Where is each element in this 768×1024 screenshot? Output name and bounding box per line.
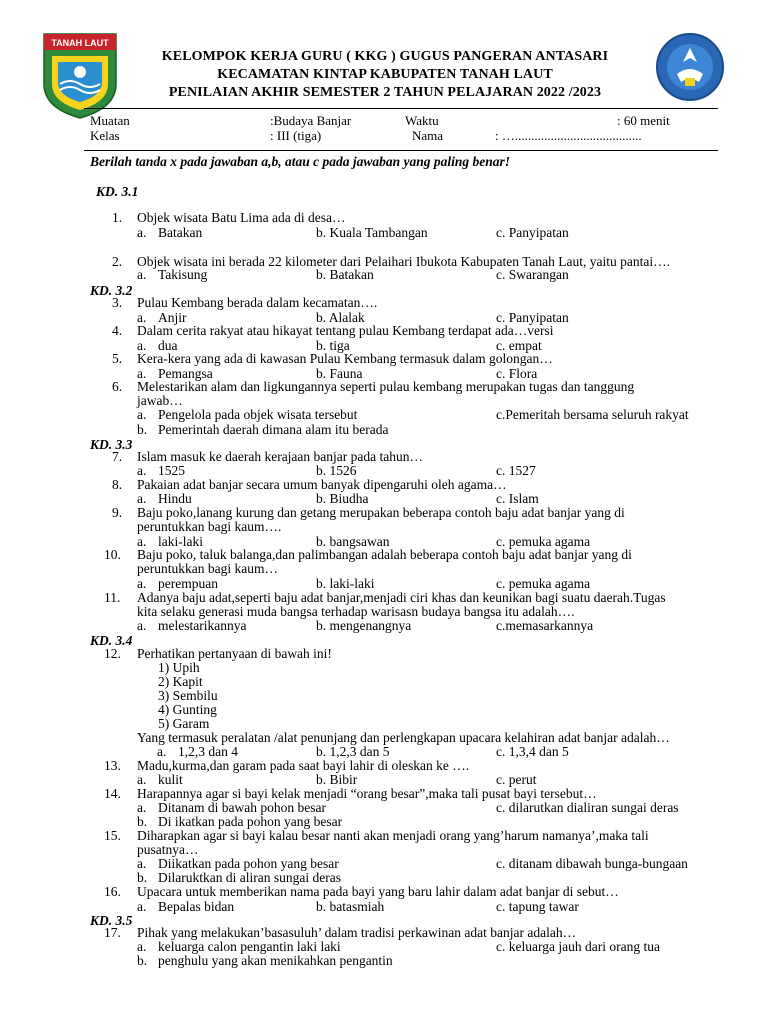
question-number: 9. [112,505,123,520]
question-number: 8. [112,477,123,492]
option-a[interactable]: perempuan [158,576,218,591]
question-text-cont: peruntukkan bagi kaum…. [137,519,282,534]
tut-wuri-handayani-logo [655,32,725,102]
question-text-cont: pusatnya… [137,842,199,857]
option-c[interactable]: c.memasarkannya [496,618,594,633]
logo-text: TANAH LAUT [51,38,109,48]
muatan-value: :Budaya Banjar [270,113,352,128]
kd-heading: KD. 3.1 [96,184,139,199]
option-c[interactable]: c. dilarutkan dialiran sungai deras [496,800,679,815]
option-a-label[interactable]: a. [137,407,147,422]
question-number: 2. [112,254,123,269]
option-a-label[interactable]: a. [137,534,147,549]
option-b[interactable]: b. Batakan [316,267,374,282]
option-a-label[interactable]: a. [137,899,147,914]
question-number: 16. [104,884,121,899]
kelas-value: : III (tiga) [270,128,322,143]
option-a[interactable]: keluarga calon pengantin laki laki [158,939,341,954]
option-b[interactable]: b. Kuala Tambangan [316,225,428,240]
option-a[interactable]: Pengelola pada objek wisata tersebut [158,407,358,422]
option-a[interactable]: Batakan [158,225,203,240]
option-c[interactable]: c. Panyipatan [496,310,569,325]
question-number: 6. [112,379,123,394]
option-b[interactable]: penghulu yang akan menikahkan pengantin [158,953,393,968]
option-b[interactable]: b. Alalak [316,310,365,325]
kd-heading: KD. 3.3 [90,437,133,452]
option-b[interactable]: b. batasmiah [316,899,385,914]
option-a-label[interactable]: a. [137,856,147,871]
list-item: 2) Kapit [158,674,203,689]
bottom-divider [84,150,718,151]
option-b-label[interactable]: b. [137,814,148,829]
question-text: Kera-kera yang ada di kawasan Pulau Kembang termasuk dalam golongan… [137,351,553,366]
option-a[interactable]: laki-laki [158,534,203,549]
kd-heading: KD. 3.2 [90,283,133,298]
waktu-value: : 60 menit [617,113,670,128]
question-number: 4. [112,323,123,338]
question-text: Baju poko, taluk balanga,dan palimbangan adalah beberapa contoh baju adat banjar yang di [137,547,632,562]
option-a[interactable]: Hindu [158,491,192,506]
question-text: Diharapkan agar si bayi kalau besar nanti akan menjadi orang yang’harum namanya’,maka tali [137,828,649,843]
option-c[interactable]: c. tapung tawar [496,899,579,914]
option-a-label[interactable]: a. [137,772,147,787]
muatan-label: Muatan [90,113,130,128]
option-c[interactable]: c. ditanam dibawah bunga-bungaan [496,856,688,871]
header-line-2: KECAMATAN KINTAP KABUPATEN TANAH LAUT [217,67,553,82]
option-b[interactable]: b. tiga [316,338,350,353]
question-number: 12. [104,646,121,661]
kelas-label: Kelas [90,128,120,143]
question-text: Upacara untuk memberikan nama pada bayi yang baru lahir dalam adat banjar di sebut… [137,884,619,899]
option-a-label[interactable]: a. [137,366,147,381]
option-a[interactable]: kulit [158,772,183,787]
option-a[interactable]: 1,2,3 dan 4 [178,744,238,759]
list-item: 5) Garam [158,716,210,731]
option-a-label[interactable]: a. [137,939,147,954]
kd-heading: KD. 3.4 [90,633,133,648]
option-a[interactable]: Anjir [158,310,187,325]
tanah-laut-logo [40,32,120,120]
question-text: Pakaian adat banjar secara umum banyak dipengaruhi oleh agama… [137,477,507,492]
option-a[interactable]: melestarikannya [158,618,247,633]
header-line-1: KELOMPOK KERJA GURU ( KKG ) GUGUS PANGERAN ANTASARI [161,49,609,64]
option-a[interactable]: Pemangsa [158,366,213,381]
option-a[interactable]: Ditanam di bawah pohon besar [158,800,326,815]
option-a[interactable]: dua [158,338,178,353]
option-b[interactable]: b. Biudha [316,491,369,506]
option-a-label[interactable]: a. [137,491,147,506]
question-text-cont: peruntukkan bagi kaum… [137,561,278,576]
question-text: Harapannya agar si bayi kelak menjadi “orang besar”,maka tali pusat bayi tersebut… [137,786,597,801]
question-number: 15. [104,828,121,843]
option-c[interactable]: c.Pemeritah bersama seluruh rakyat [496,407,689,422]
option-b[interactable]: b. mengenangnya [316,618,412,633]
option-b[interactable]: Dilaruktkan di aliran sungai deras [158,870,341,885]
option-b[interactable]: b. Fauna [316,366,363,381]
question-text: Objek wisata ini berada 22 kilometer dari Pelaihari Ibukota Kabupaten Tanah Laut, yaitu pantai…. [137,254,671,269]
option-c[interactable]: c. Panyipatan [496,225,569,240]
option-c[interactable]: c. Flora [496,366,538,381]
option-b-label[interactable]: b. [137,422,148,437]
question-text: Objek wisata Batu Lima ada di desa… [137,210,346,225]
option-a-label[interactable]: a. [137,800,147,815]
option-a-label[interactable]: a. [137,225,147,240]
question-number: 1. [112,210,123,225]
option-a[interactable]: Diikatkan pada pohon yang besar [158,856,339,871]
option-c[interactable]: c. perut [496,772,537,787]
instruction: Berilah tanda x pada jawaban a,b, atau c pada jawaban yang paling benar! [90,154,511,169]
question-text-cont: Yang termasuk peralatan /alat penunjang dan perlengkapan upacara kelahiran adat banjar adalah… [137,730,670,745]
option-b[interactable]: b. Bibir [316,772,358,787]
option-a[interactable]: 1525 [158,463,185,478]
option-c[interactable]: c. Islam [496,491,539,506]
question-text: Islam masuk ke daerah kerajaan banjar pada tahun… [137,449,423,464]
option-a-label[interactable]: a. [157,744,167,759]
option-c[interactable]: c. pemuka agama [496,576,591,591]
question-number: 3. [112,295,123,310]
top-divider [84,108,718,109]
option-b-label[interactable]: b. [137,870,148,885]
question-number: 10. [104,547,121,562]
option-c[interactable]: c. empat [496,338,542,353]
question-number: 17. [104,925,121,940]
option-a-label[interactable]: a. [137,618,147,633]
question-number: 11. [104,590,121,605]
question-number: 13. [104,758,121,773]
option-b[interactable]: b. 1526 [316,463,357,478]
option-c[interactable]: c. 1527 [496,463,536,478]
question-text-cont: jawab… [137,393,183,408]
list-item: 4) Gunting [158,702,217,717]
question-text: Melestarikan alam dan ligkungannya seperti pulau kembang merupakan tugas dan tanggung [137,379,635,394]
option-b[interactable]: b. bangsawan [316,534,390,549]
school-header [120,48,650,102]
nama-label: Nama [412,128,444,143]
list-item: 1) Upih [158,660,200,675]
option-b[interactable]: Di ikatkan pada pohon yang besar [158,814,343,829]
header-line-3: PENILAIAN AKHIR SEMESTER 2 TAHUN PELAJARAN 2022 /2023 [168,85,602,100]
question-text: Adanya baju adat,seperti baju adat banjar,menjadi ciri khas dan keunikan bagi suatu daerah.Tugas [137,590,666,605]
nama-field[interactable]: : …....................................... [495,128,642,143]
option-a-label[interactable]: a. [137,463,147,478]
question-text: Perhatikan pertanyaan di bawah ini! [137,646,332,661]
option-b[interactable]: b. laki-laki [316,576,375,591]
option-a-label[interactable]: a. [137,310,147,325]
waktu-label: Waktu [405,113,439,128]
question-text: Madu,kurma,dan garam pada saat bayi lahir di oleskan ke …. [137,758,470,773]
list-item: 3) Sembilu [158,688,218,703]
option-b-label[interactable]: b. [137,953,148,968]
option-a-label[interactable]: a. [137,338,147,353]
kd-heading: KD. 3.5 [90,913,133,928]
option-a[interactable]: Takisung [158,267,208,282]
question-text: Baju poko,lanang kurung dan getang merupakan beberapa contoh baju adat banjar yang di [137,505,625,520]
question-text-cont: kita selaku generasi muda bangsa terhadap warisasn budaya bangsa itu adalah…. [137,604,575,619]
option-c[interactable]: c. pemuka agama [496,534,591,549]
question-number: 7. [112,449,123,464]
option-c[interactable]: c. Swarangan [496,267,569,282]
question-text: Pihak yang melakukan’basasuluh’ dalam tradisi perkawinan adat banjar adalah… [137,925,577,940]
option-b[interactable]: b. 1,2,3 dan 5 [316,744,390,759]
option-c[interactable]: c. keluarga jauh dari orang tua [496,939,660,954]
question-text: Dalam cerita rakyat atau hikayat tentang pulau Kembang terdapat ada…versi [137,323,554,338]
option-a-label[interactable]: a. [137,576,147,591]
question-text: Pulau Kembang berada dalam kecamatan…. [137,295,378,310]
option-c[interactable]: c. 1,3,4 dan 5 [496,744,569,759]
option-a[interactable]: Bepalas bidan [158,899,235,914]
question-number: 14. [104,786,121,801]
question-number: 5. [112,351,123,366]
option-a-label[interactable]: a. [137,267,147,282]
option-b[interactable]: Pemerintah daerah dimana alam itu berada [158,422,389,437]
